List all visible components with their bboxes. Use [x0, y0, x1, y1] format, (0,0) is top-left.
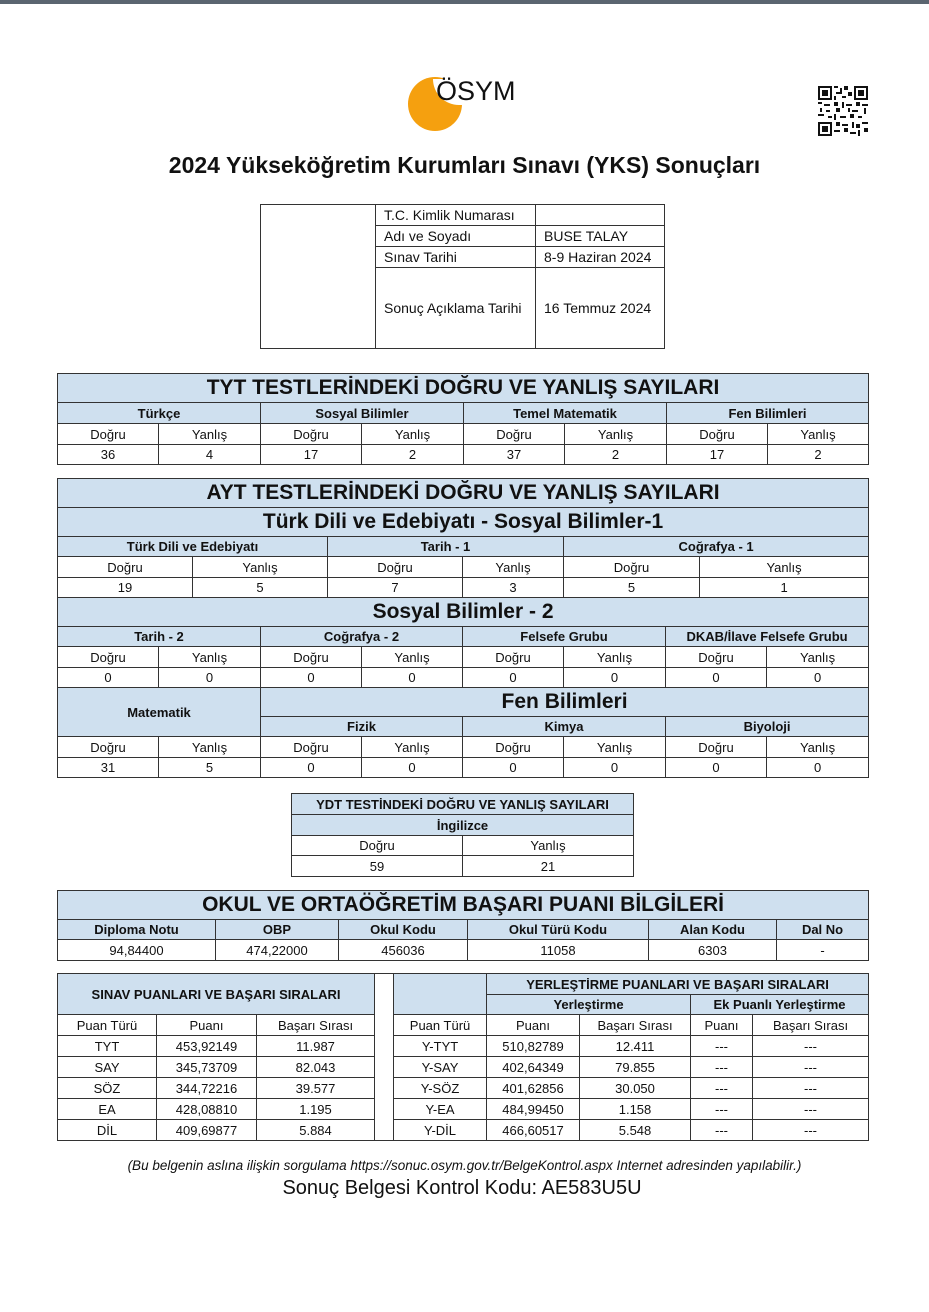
wrong-label: Yanlış	[362, 647, 463, 668]
wrong-count: 5	[159, 758, 261, 778]
info-label: T.C. Kimlik Numarası	[376, 205, 536, 226]
score-rank: 39.577	[257, 1078, 375, 1099]
correct-label: Doğru	[564, 557, 700, 578]
wrong-count: 2	[768, 445, 869, 465]
subject-header: Biyoloji	[666, 717, 869, 737]
subject-header: Fizik	[261, 717, 463, 737]
okul-value: 6303	[649, 940, 777, 961]
tyt-title: TYT TESTLERİNDEKİ DOĞRU VE YANLIŞ SAYILARI	[58, 374, 869, 403]
subject-header: Coğrafya - 2	[261, 627, 463, 647]
okul-value: 474,22000	[216, 940, 339, 961]
wrong-count: 0	[564, 758, 666, 778]
subject-header: Türkçe	[58, 403, 261, 424]
correct-label: Doğru	[328, 557, 463, 578]
score-value: 510,82789	[487, 1036, 580, 1057]
subject-header: Tarih - 2	[58, 627, 261, 647]
score-rank: 12.411	[580, 1036, 691, 1057]
okul-header: Alan Kodu	[649, 920, 777, 940]
score-value: ---	[691, 1057, 753, 1078]
wrong-label: Yanlış	[362, 737, 463, 758]
subject-header: Coğrafya - 1	[564, 537, 869, 557]
score-type: EA	[58, 1099, 157, 1120]
correct-label: Doğru	[463, 737, 564, 758]
correct-label: Doğru	[463, 647, 564, 668]
score-rank: ---	[753, 1057, 869, 1078]
ayt-title: AYT TESTLERİNDEKİ DOĞRU VE YANLIŞ SAYILARI	[58, 479, 869, 508]
wrong-count: 4	[159, 445, 261, 465]
correct-label: Doğru	[261, 424, 362, 445]
wrong-count: 2	[565, 445, 667, 465]
subject-header: Felsefe Grubu	[463, 627, 666, 647]
separator	[375, 974, 394, 1141]
score-type: TYT	[58, 1036, 157, 1057]
ydt-language: İngilizce	[292, 815, 634, 836]
score-rank: 5.548	[580, 1120, 691, 1141]
score-type: Y-EA	[394, 1099, 487, 1120]
score-rank: 79.855	[580, 1057, 691, 1078]
photo-area	[261, 205, 376, 349]
okul-header: Dal No	[777, 920, 869, 940]
wrong-count: 1	[700, 578, 869, 598]
correct-count: 17	[261, 445, 362, 465]
tyt-table	[57, 373, 869, 465]
wrong-label: Yanlış	[767, 737, 869, 758]
info-value: 16 Temmuz 2024	[536, 268, 665, 349]
personal-info-table	[260, 204, 665, 349]
correct-count: 0	[261, 758, 362, 778]
score-type: Y-SÖZ	[394, 1078, 487, 1099]
ydt-table	[291, 793, 634, 877]
wrong-label: Yanlış	[564, 737, 666, 758]
wrong-label: Yanlış	[767, 647, 869, 668]
wrong-label: Yanlış	[193, 557, 328, 578]
score-value: 466,60517	[487, 1120, 580, 1141]
ydt-title: YDT TESTİNDEKİ DOĞRU VE YANLIŞ SAYILARI	[292, 794, 634, 815]
wrong-label: Yanlış	[463, 836, 634, 856]
wrong-label: Yanlış	[159, 737, 261, 758]
wrong-label: Yanlış	[159, 647, 261, 668]
right-scores-title: YERLEŞTİRME PUANLARI VE BAŞARI SIRALARI	[487, 974, 869, 995]
score-type: Y-SAY	[394, 1057, 487, 1078]
correct-count: 0	[58, 668, 159, 688]
correct-label: Doğru	[464, 424, 565, 445]
okul-table	[57, 890, 869, 961]
wrong-count: 0	[767, 758, 869, 778]
ayt-group1-title: Türk Dili ve Edebiyatı - Sosyal Bilimler-1	[58, 508, 869, 537]
score-rank: ---	[753, 1036, 869, 1057]
qr-code-icon	[818, 86, 868, 136]
subject-header: Türk Dili ve Edebiyatı	[58, 537, 328, 557]
wrong-count: 0	[564, 668, 666, 688]
okul-value: 94,84400	[58, 940, 216, 961]
column-header: Başarı Sırası	[753, 1015, 869, 1036]
column-header: Puanı	[487, 1015, 580, 1036]
wrong-label: Yanlış	[768, 424, 869, 445]
correct-label: Doğru	[666, 737, 767, 758]
correct-label: Doğru	[292, 836, 463, 856]
okul-value: -	[777, 940, 869, 961]
score-value: ---	[691, 1036, 753, 1057]
correct-count: 59	[292, 856, 463, 877]
wrong-count: 0	[767, 668, 869, 688]
correct-count: 36	[58, 445, 159, 465]
column-header: Puan Türü	[394, 1015, 487, 1036]
score-rank: ---	[753, 1120, 869, 1141]
subject-header: Temel Matematik	[464, 403, 667, 424]
score-rank: 11.987	[257, 1036, 375, 1057]
info-value: 8-9 Haziran 2024	[536, 247, 665, 268]
correct-count: 0	[666, 758, 767, 778]
column-header: Başarı Sırası	[257, 1015, 375, 1036]
score-value: 428,08810	[157, 1099, 257, 1120]
score-row	[58, 1099, 869, 1120]
score-type: SÖZ	[58, 1078, 157, 1099]
score-rank: ---	[753, 1099, 869, 1120]
okul-value: 456036	[339, 940, 468, 961]
info-label: Sonuç Açıklama Tarihi	[376, 268, 536, 349]
subject-header: Sosyal Bilimler	[261, 403, 464, 424]
score-rank: 30.050	[580, 1078, 691, 1099]
correct-count: 0	[666, 668, 767, 688]
column-header: Puanı	[157, 1015, 257, 1036]
info-value	[536, 205, 665, 226]
score-value: ---	[691, 1099, 753, 1120]
score-value: ---	[691, 1078, 753, 1099]
correct-label: Doğru	[58, 424, 159, 445]
correct-count: 31	[58, 758, 159, 778]
column-header: Puan Türü	[58, 1015, 157, 1036]
score-value: 402,64349	[487, 1057, 580, 1078]
score-value: 453,92149	[157, 1036, 257, 1057]
left-scores-title: SINAV PUANLARI VE BAŞARI SIRALARI	[58, 974, 375, 1015]
okul-value: 11058	[468, 940, 649, 961]
subject-header: Fen Bilimleri	[667, 403, 869, 424]
wrong-count: 0	[362, 758, 463, 778]
info-label: Adı ve Soyadı	[376, 226, 536, 247]
footer-note: (Bu belgenin aslına ilişkin sorgulama https://sonuc.osym.gov.tr/BelgeKontrol.aspx Internet adresinden yapılabilir.)	[127, 1158, 802, 1173]
column-header: Başarı Sırası	[580, 1015, 691, 1036]
wrong-label: Yanlış	[463, 557, 564, 578]
score-type: SAY	[58, 1057, 157, 1078]
correct-label: Doğru	[58, 647, 159, 668]
page-title: 2024 Yükseköğretim Kurumları Sınavı (YKS) Sonuçları	[168, 152, 761, 178]
score-value: 345,73709	[157, 1057, 257, 1078]
correct-label: Doğru	[666, 647, 767, 668]
wrong-label: Yanlış	[564, 647, 666, 668]
score-row	[58, 1057, 869, 1078]
correct-count: 0	[463, 668, 564, 688]
score-value: ---	[691, 1120, 753, 1141]
okul-header: Okul Kodu	[339, 920, 468, 940]
ek-puanli-header: Ek Puanlı Yerleştirme	[691, 995, 869, 1015]
score-row	[58, 1036, 869, 1057]
score-value: 344,72216	[157, 1078, 257, 1099]
score-type: DİL	[58, 1120, 157, 1141]
yerlestirme-header: Yerleştirme	[487, 995, 691, 1015]
correct-count: 0	[463, 758, 564, 778]
wrong-count: 5	[193, 578, 328, 598]
score-value: 409,69877	[157, 1120, 257, 1141]
okul-header: Okul Türü Kodu	[468, 920, 649, 940]
score-rank: 1.158	[580, 1099, 691, 1120]
score-row	[58, 1120, 869, 1141]
wrong-count: 3	[463, 578, 564, 598]
math-header: Matematik	[58, 688, 261, 737]
logo-text: ÖSYM	[436, 76, 516, 106]
wrong-label: Yanlış	[565, 424, 667, 445]
correct-label: Doğru	[667, 424, 768, 445]
control-code: Sonuç Belgesi Kontrol Kodu: AE583U5U	[282, 1177, 642, 1199]
correct-count: 17	[667, 445, 768, 465]
okul-title: OKUL VE ORTAÖĞRETİM BAŞARI PUANI BİLGİLERİ	[58, 891, 869, 920]
score-value: 484,99450	[487, 1099, 580, 1120]
okul-header: Diploma Notu	[58, 920, 216, 940]
subject-header: Tarih - 1	[328, 537, 564, 557]
score-rank: 1.195	[257, 1099, 375, 1120]
subject-header: DKAB/İlave Felsefe Grubu	[666, 627, 869, 647]
correct-label: Doğru	[261, 647, 362, 668]
correct-label: Doğru	[261, 737, 362, 758]
ayt-table	[57, 478, 869, 778]
score-rank: 5.884	[257, 1120, 375, 1141]
info-label: Sınav Tarihi	[376, 247, 536, 268]
subject-header: Kimya	[463, 717, 666, 737]
score-type: Y-DİL	[394, 1120, 487, 1141]
wrong-count: 2	[362, 445, 464, 465]
column-header: Puanı	[691, 1015, 753, 1036]
correct-label: Doğru	[58, 557, 193, 578]
wrong-count: 0	[362, 668, 463, 688]
score-rank: 82.043	[257, 1057, 375, 1078]
okul-header: OBP	[216, 920, 339, 940]
top-bar	[0, 0, 929, 4]
correct-count: 19	[58, 578, 193, 598]
wrong-count: 21	[463, 856, 634, 877]
correct-count: 0	[261, 668, 362, 688]
correct-count: 7	[328, 578, 463, 598]
info-value: BUSE TALAY	[536, 226, 665, 247]
wrong-label: Yanlış	[362, 424, 464, 445]
wrong-count: 0	[159, 668, 261, 688]
correct-count: 5	[564, 578, 700, 598]
fen-title: Fen Bilimleri	[261, 688, 869, 717]
correct-count: 37	[464, 445, 565, 465]
ayt-group2-title: Sosyal Bilimler - 2	[58, 598, 869, 627]
scores-table	[57, 973, 869, 1141]
score-row	[58, 1078, 869, 1099]
score-value: 401,62856	[487, 1078, 580, 1099]
wrong-label: Yanlış	[700, 557, 869, 578]
wrong-label: Yanlış	[159, 424, 261, 445]
score-type: Y-TYT	[394, 1036, 487, 1057]
correct-label: Doğru	[58, 737, 159, 758]
score-rank: ---	[753, 1078, 869, 1099]
